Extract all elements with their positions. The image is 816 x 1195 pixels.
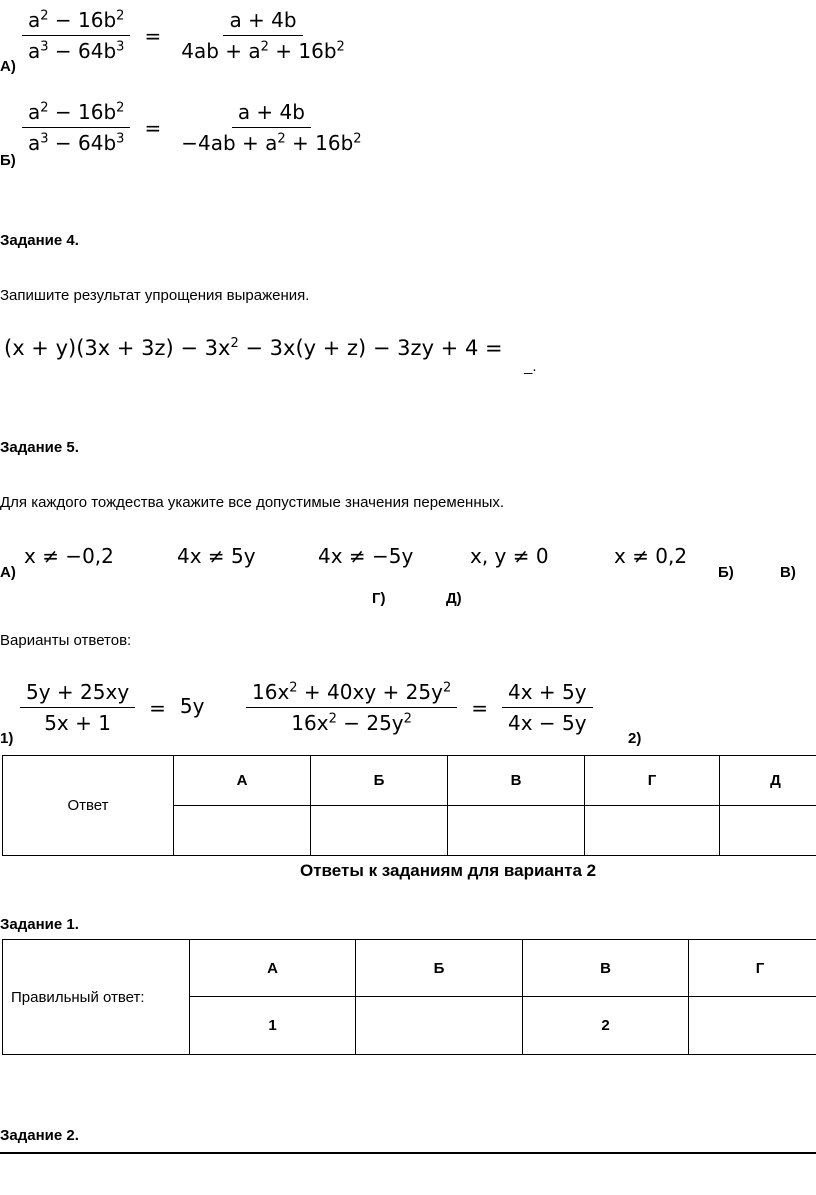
condition-4: x, y ≠ 0 [470, 544, 549, 568]
task2-title: Задание 2. [0, 1127, 79, 1144]
variant-1-identity: $\frac{5y + 25xy}{5x + 1}$ = 5y [20, 680, 204, 735]
row-label: Ответ [3, 756, 174, 856]
header-v: В [448, 756, 585, 806]
variants-title: Варианты ответов: [0, 632, 132, 649]
header-g: Г [585, 756, 720, 806]
task4-title: Задание 4. [0, 232, 79, 249]
answer-table-task5 [2, 755, 816, 856]
condition-3: 4x ≠ −5y [318, 544, 414, 568]
header-b: Б [311, 756, 448, 806]
variant-1-label: 1) [0, 730, 14, 747]
task5-instruction: Для каждого тождества укажите все допустимые значения переменных. [0, 494, 505, 511]
answer-cell-g[interactable] [689, 997, 816, 1055]
label-b: Б) [718, 564, 734, 581]
header-a: А [190, 940, 356, 997]
header-a: А [174, 756, 311, 806]
task4-answer-blank[interactable]: _. [524, 358, 537, 375]
divider-line [0, 1152, 816, 1154]
label-a: А) [0, 564, 16, 581]
task4-instruction: Запишите результат упрощения выражения. [0, 287, 310, 304]
label-d: Д) [446, 590, 462, 607]
answer-cell-d[interactable] [720, 806, 816, 856]
answer-cell-b[interactable] [311, 806, 448, 856]
header-b: Б [356, 940, 523, 997]
answer-cell-v[interactable]: 2 [523, 997, 689, 1055]
variant-2-identity: $\frac{16x^2 + 40xy + 25y^2}{16x^2 - 25y^2}$ = $\frac{4x + 5y}{4x - 5y}$ [246, 680, 593, 735]
label-b: Б) [0, 152, 16, 169]
equation-b: $\frac{a^2 - 16b^2}{a^3 - 64b^3}$ = $\frac{a + 4b}{-4ab + a^2 + 16b^2}$ [22, 100, 368, 155]
header-v: В [523, 940, 689, 997]
answer-cell-b[interactable] [356, 997, 523, 1055]
header-g: Г [689, 940, 816, 997]
label-g: Г) [372, 590, 386, 607]
condition-2: 4x ≠ 5y [177, 544, 256, 568]
label-a: А) [0, 58, 16, 75]
task5-title: Задание 5. [0, 439, 79, 456]
answer-table-task1 [2, 939, 816, 1055]
condition-1: x ≠ −0,2 [24, 544, 114, 568]
row-label: Правильный ответ: [3, 940, 190, 1055]
task4-expression: $(x + y)(3x + 3z) - 3x^2 - 3x(y + z) - 3zy + 4$ = [4, 336, 503, 360]
answer-cell-a[interactable] [174, 806, 311, 856]
task1-title: Задание 1. [0, 916, 79, 933]
equation-a: $\frac{a^2 - 16b^2}{a^3 - 64b^3}$ = $\frac{a + 4b}{4ab + a^2 + 16b^2}$ [22, 8, 351, 63]
answer-cell-a[interactable]: 1 [190, 997, 356, 1055]
answer-cell-g[interactable] [585, 806, 720, 856]
label-v: В) [780, 564, 796, 581]
answer-cell-v[interactable] [448, 806, 585, 856]
header-d: Д [720, 756, 816, 806]
variant-2-label: 2) [628, 730, 642, 747]
answers-heading: Ответы к заданиям для варианта 2 [300, 861, 597, 880]
condition-5: x ≠ 0,2 [614, 544, 688, 568]
